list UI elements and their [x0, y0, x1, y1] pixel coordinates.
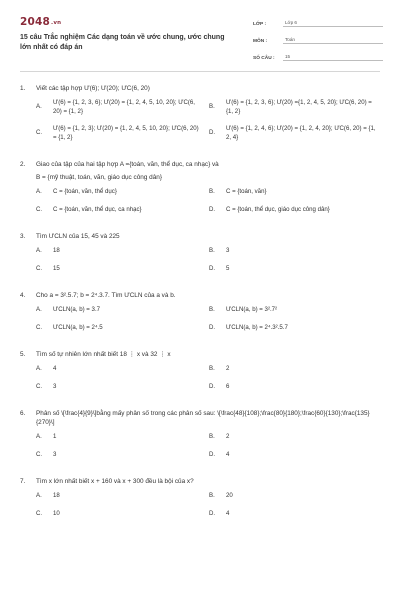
- answer-options: [20, 99, 382, 151]
- option-letter: C.: [36, 382, 43, 390]
- option-letter: C.: [36, 509, 43, 517]
- option-letter: B.: [209, 365, 215, 372]
- option-letter: C.: [36, 205, 43, 213]
- answer-option-a[interactable]: [36, 247, 209, 256]
- option-text: 2: [226, 365, 230, 372]
- answer-option-b[interactable]: [209, 365, 382, 374]
- question-number: 3.: [20, 233, 26, 240]
- option-letter: B.: [209, 492, 215, 499]
- option-letter: D.: [209, 129, 216, 136]
- answer-option-c[interactable]: [36, 451, 209, 460]
- answer-option-a[interactable]: [36, 433, 209, 442]
- question-number: 4.: [20, 292, 26, 299]
- option-text: C = {toán, văn, thể dục, ca nhạc}: [53, 205, 142, 213]
- question-text: Cho a = 3².5.7; b = 2⁴.3.7. Tìm ƯCLN của a và b.: [36, 292, 176, 299]
- site-logo[interactable]: [20, 16, 61, 28]
- option-text: C = {toán, thể dục, giáo dục công dân}: [226, 205, 330, 213]
- option-letter: A.: [36, 188, 42, 195]
- answer-option-c[interactable]: [36, 125, 209, 142]
- quiz-meta: [253, 14, 383, 65]
- option-text: 10: [53, 509, 60, 517]
- option-letter: B.: [209, 188, 215, 195]
- option-letter: D.: [209, 205, 216, 213]
- meta-value: 15: [283, 54, 383, 61]
- logo-suffix: .vn: [51, 20, 62, 26]
- answer-option-c[interactable]: [36, 510, 209, 519]
- option-text: 2: [226, 433, 230, 440]
- option-letter: B.: [209, 433, 215, 440]
- question-1: [20, 84, 382, 151]
- question-text: Tìm x lớn nhất biết x + 160 và x + 300 đều là bội của x?: [36, 478, 194, 485]
- answer-option-b[interactable]: [209, 433, 382, 442]
- option-letter: A.: [36, 306, 42, 313]
- question-number: 7.: [20, 478, 26, 485]
- option-text: 5: [226, 264, 230, 272]
- question-number: 5.: [20, 351, 26, 358]
- option-letter: C.: [36, 323, 43, 331]
- question-2: [20, 160, 382, 223]
- option-letter: C.: [36, 264, 43, 272]
- question-list: [20, 84, 382, 536]
- answer-options: [20, 492, 382, 527]
- question-text: Phân số \[\frac{4}{9}\]bằng mấy phân số trong các phân số sau: \[\frac{48}{108};\frac{80}{180};\frac{60}{130};\frac{135}{270}\]: [36, 410, 370, 426]
- option-text: 6: [226, 382, 230, 390]
- question-3: [20, 232, 382, 282]
- option-text: 3: [226, 247, 230, 254]
- answer-option-a[interactable]: [36, 306, 209, 315]
- answer-option-a[interactable]: [36, 99, 209, 116]
- question-number: 1.: [20, 85, 26, 92]
- meta-value: Toán: [283, 37, 383, 44]
- answer-options: [20, 188, 382, 223]
- option-letter: A.: [36, 433, 42, 440]
- option-text: ƯCLN(a, b) = 3².7²: [226, 306, 278, 313]
- option-letter: D.: [209, 382, 216, 390]
- option-text: Ư(6) = {1, 2, 3, 6}; Ư(20) ={1, 2, 4, 5, 20}; ƯC(6, 20) = {1, 2}: [226, 99, 372, 115]
- option-letter: D.: [209, 509, 216, 517]
- answer-option-a[interactable]: [36, 492, 209, 501]
- option-letter: B.: [209, 306, 215, 313]
- option-text: 1: [53, 433, 57, 440]
- question-subtext: B = {mỹ thuật, toán, văn, giáo dục công dân}: [36, 174, 162, 181]
- option-text: 20: [226, 492, 233, 499]
- option-letter: D.: [209, 323, 216, 331]
- option-text: C = {toán, văn}: [226, 188, 267, 195]
- question-5: [20, 350, 382, 400]
- question-text: Tìm ƯCLN của 15, 45 và 225: [36, 233, 120, 240]
- answer-option-b[interactable]: [209, 492, 382, 501]
- option-letter: A.: [36, 103, 42, 110]
- option-letter: C.: [36, 129, 43, 136]
- meta-label: LỚP :: [253, 22, 267, 27]
- option-text: 3: [53, 450, 57, 458]
- option-text: 15: [53, 264, 60, 272]
- answer-option-d[interactable]: [209, 324, 382, 333]
- answer-option-a[interactable]: [36, 188, 209, 197]
- answer-options: [20, 365, 382, 400]
- page-title: 15 câu Trắc nghiệm Các dạng toán về ước chung, ước chung lớn nhất có đáp án: [20, 34, 225, 51]
- answer-option-b[interactable]: [209, 188, 382, 197]
- question-text: Viết các tập hợp Ư(6); Ư(20); ƯC(6, 20): [36, 85, 150, 92]
- header-divider: [20, 71, 380, 72]
- answer-option-d[interactable]: [209, 206, 382, 215]
- logo-text: 2048: [20, 16, 51, 28]
- option-text: Ư(6) = {1, 2, 4, 6}; Ư(20) = {1, 2, 4, 20}; ƯC(6, 20) = {1, 2, 4}: [226, 125, 376, 141]
- answer-option-d[interactable]: [209, 265, 382, 274]
- meta-value: Lớp 6: [283, 20, 383, 27]
- question-text: Giao của tập của hai tập hợp A ={toán, văn, thể dục, ca nhạc} và: [36, 161, 219, 168]
- question-number: 2.: [20, 161, 26, 168]
- option-letter: A.: [36, 247, 42, 254]
- answer-option-c[interactable]: [36, 383, 209, 392]
- option-letter: D.: [209, 450, 216, 458]
- question-7: [20, 477, 382, 527]
- meta-label: SỐ CÂU :: [253, 56, 275, 61]
- option-letter: A.: [36, 492, 42, 499]
- question-4: [20, 291, 382, 341]
- option-letter: B.: [209, 103, 215, 110]
- answer-option-c[interactable]: [36, 265, 209, 274]
- answer-option-c[interactable]: [36, 324, 209, 333]
- option-text: 4: [53, 365, 57, 372]
- option-text: 4: [226, 450, 230, 458]
- answer-option-b[interactable]: [209, 247, 382, 256]
- answer-options: [20, 306, 382, 341]
- option-letter: B.: [209, 247, 215, 254]
- answer-option-a[interactable]: [36, 365, 209, 374]
- option-letter: C.: [36, 450, 43, 458]
- option-letter: D.: [209, 264, 216, 272]
- option-text: Ư(6) = {1, 2, 3, 6}; Ư(20) = {1, 2, 4, 5, 10, 20}; ƯC(6, 20) = {1, 2}: [53, 99, 195, 115]
- answer-option-d[interactable]: [209, 383, 382, 392]
- answer-option-d[interactable]: [209, 510, 382, 519]
- option-text: 3: [53, 382, 57, 390]
- option-text: ƯCLN(a, b) = 3.7: [53, 306, 101, 313]
- answer-option-c[interactable]: [36, 206, 209, 215]
- meta-row-subject: [253, 31, 383, 44]
- meta-label: MÔN :: [253, 39, 268, 44]
- answer-option-d[interactable]: [209, 125, 382, 142]
- question-number: 6.: [20, 410, 26, 417]
- question-text: Tìm số tự nhiên lớn nhất biết 18 ⋮ x và 32 ⋮ x: [36, 351, 171, 358]
- option-text: 4: [226, 509, 230, 517]
- option-text: ƯCLN(a, b) = 2⁴.5: [53, 323, 103, 331]
- option-text: 18: [53, 247, 60, 254]
- answer-option-b[interactable]: [209, 99, 382, 116]
- answer-options: [20, 433, 382, 468]
- option-text: C = {toán, văn, thể dục}: [53, 188, 117, 195]
- answer-option-d[interactable]: [209, 451, 382, 460]
- meta-row-class: [253, 14, 383, 27]
- meta-row-count: [253, 48, 383, 61]
- option-text: Ư(6) = {1, 2, 3}; Ư(20) = {1, 2, 4, 5, 10, 20}; ƯC(6, 20) = {1, 2}: [53, 125, 199, 141]
- page-header: [0, 0, 400, 70]
- option-text: 18: [53, 492, 60, 499]
- question-6: [20, 409, 382, 468]
- option-letter: A.: [36, 365, 42, 372]
- answer-option-b[interactable]: [209, 306, 382, 315]
- answer-options: [20, 247, 382, 282]
- option-text: ƯCLN(a, b) = 2⁴.3².5.7: [226, 323, 288, 331]
